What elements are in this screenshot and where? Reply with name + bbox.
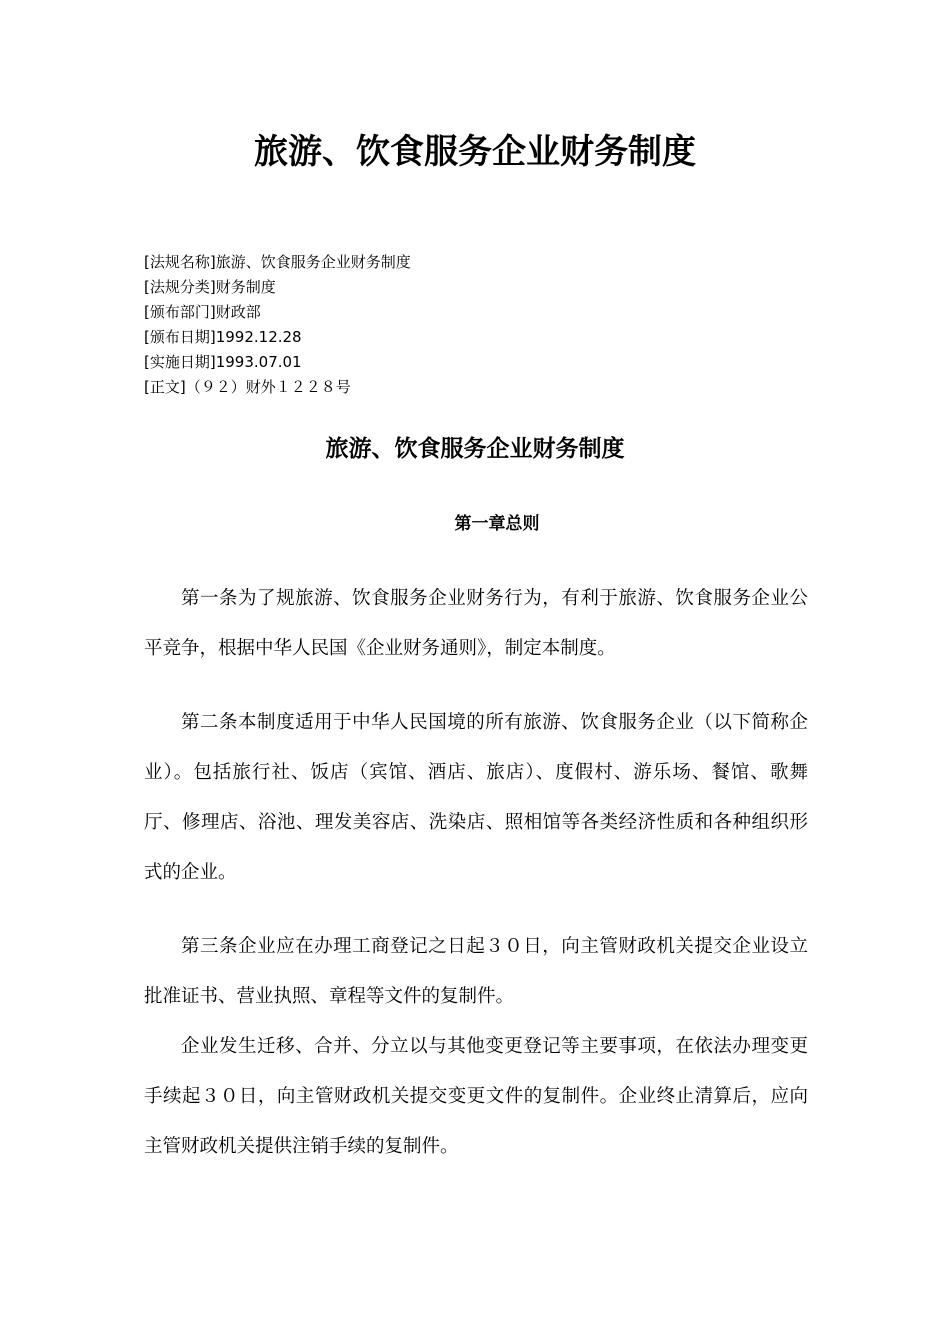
document-title: 旅游、饮食服务企业财务制度 — [254, 132, 696, 172]
meta-regulation-name: [法规名称]旅游、饮食服务企业财务制度 — [144, 253, 411, 271]
article-1-paragraph: 第一条为了规旅游、饮食服务企业财务行为，有利于旅游、饮食服务企业公平竞争，根据中华人民国《企业财务通则》，制定本制度。 — [144, 588, 808, 659]
meta-issuing-department: [颁布部门]财政部 — [144, 303, 261, 321]
article-2-paragraph: 第二条本制度适用于中华人民国境的所有旅游、饮食服务企业（以下简称企业）。包括旅行社、饭店（宾馆、酒店、旅店）、度假村、游乐场、餐馆、歌舞厅、修理店、浴池、理发美容店、洗染店、照相馆等各类经济性质和各种组织形式的企业。 — [144, 712, 808, 883]
chapter-heading: 第一章总则 — [454, 514, 540, 534]
regulation-metadata — [144, 250, 824, 400]
meta-effective-date: [实施日期]1993.07.01 — [144, 353, 302, 371]
meta-regulation-category: [法规分类]财务制度 — [144, 278, 276, 296]
meta-document-number: [正文]（９２）财外１２２８号 — [144, 378, 351, 396]
article-3-continuation-paragraph: 企业发生迁移、合并、分立以与其他变更登记等主要事项，在依法办理变更手续起３０日，向主管财政机关提交变更文件的复制件。企业终止清算后，应向主管财政机关提供注销手续的复制件。 — [144, 1036, 808, 1157]
meta-issue-date: [颁布日期]1992.12.28 — [144, 328, 302, 346]
article-3-paragraph: 第三条企业应在办理工商登记之日起３０日，向主管财政机关提交企业设立批准证书、营业执照、章程等文件的复制件。 — [144, 936, 808, 1007]
document-subtitle: 旅游、饮食服务企业财务制度 — [325, 436, 625, 462]
